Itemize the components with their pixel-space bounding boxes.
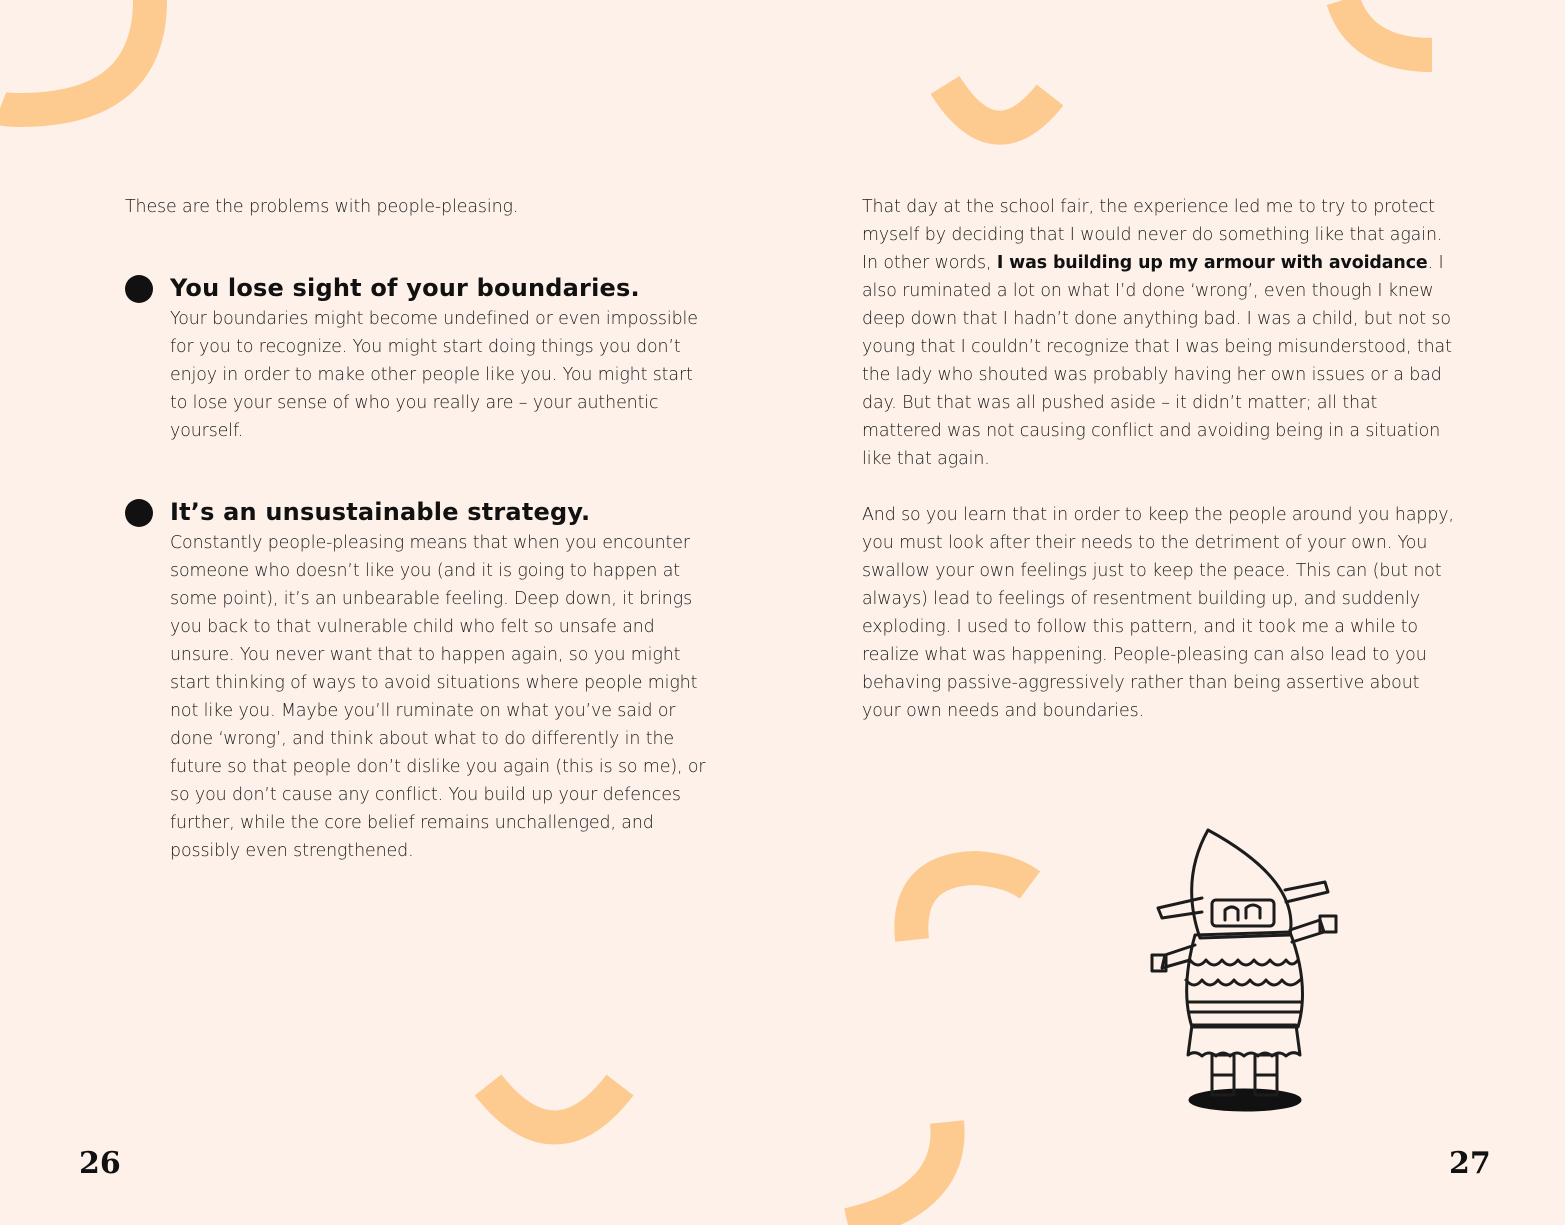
bullet-dot bbox=[125, 499, 153, 527]
bullet-strategy bbox=[125, 495, 715, 865]
paragraph-learn: And so you learn that in order to keep the people around you happy, you must look after their needs to the detriment of your own. You swallow your own feelings just to keep the peace. This can (but not always) lead to feelings of resentment building up, and suddenly exploding. I used to follow this pattern, and it took me a while to realize what was happening. People-pleasing can also lead to you behaving passive-aggressively rather than being assertive about your own needs and boundaries. bbox=[862, 505, 1454, 721]
bullet-body: Your boundaries might become undefined or even impossible for you to recognize. You might start doing things you don’t enjoy in order to make other people like you. You might start to lose your sense of who you really are – your authentic yourself. bbox=[170, 309, 698, 441]
arc-top-left bbox=[0, 0, 150, 110]
armoured-character-illustration bbox=[1140, 820, 1360, 1120]
bullet-dot bbox=[125, 275, 153, 303]
body-scale bbox=[1190, 960, 1298, 965]
emphasis-text: I was building up my armour with avoidance bbox=[996, 253, 1428, 273]
arc-top-right bbox=[1343, 0, 1432, 55]
paragraph-text: That day at the school fair, the experience led me to try to protect myself by deciding that I would never do something like that again. In other words, bbox=[862, 197, 1443, 273]
left-page bbox=[125, 193, 715, 915]
paragraph-school-fair bbox=[862, 193, 1462, 473]
character-shadow bbox=[1190, 1090, 1300, 1110]
bullet-boundaries bbox=[125, 271, 715, 445]
visor bbox=[1212, 900, 1274, 926]
page-number-right: 27 bbox=[1449, 1146, 1491, 1181]
arc-top-center bbox=[945, 85, 1050, 128]
paragraph-text: . I also ruminated a lot on what I’d done ‘wrong’, even though I knew deep down that I hadn’t done anything bad. I was a child, but not so young that I couldn’t recognize that I was being misunderstood, that the lady who shouted was probably having her own issues or a bad day. But that was all pushed aside – it didn’t matter; all that mattered was not causing conflict and avoiding being in a situation like that again. bbox=[862, 253, 1452, 469]
bullet-heading: It’s an unsustainable strategy. bbox=[170, 498, 591, 526]
helmet-wing-right bbox=[1285, 882, 1328, 902]
skirt bbox=[1188, 1025, 1300, 1056]
arc-bottom-right bbox=[848, 1122, 948, 1225]
bullet-body: Constantly people-pleasing means that when you encounter someone who doesn’t like you (and it is going to happen at some point), it’s an unbearable feeling. Deep down, it brings you back to that vulnerable child who felt so unsafe and unsure. You never want that to happen again, so you might start thinking of ways to avoid situations where people might not like you. Maybe you’ll ruminate on what you’ve said or done ‘wrong’, and think about what to do differently in the future so that people don’t dislike you again (this is so me), or so you don’t cause any conflict. You build up your defences further, while the core belief remains unchallenged, and possibly even strengthened. bbox=[170, 533, 706, 861]
character-drawing bbox=[1140, 820, 1360, 1120]
helmet bbox=[1192, 830, 1291, 938]
eye-left bbox=[1225, 907, 1238, 920]
arc-bottom-left bbox=[488, 1085, 620, 1128]
body-scale bbox=[1186, 980, 1300, 985]
right-page bbox=[862, 193, 1462, 753]
arc-middle-right bbox=[911, 868, 1030, 940]
intro-text: These are the problems with people-pleasing. bbox=[125, 197, 519, 217]
page-number-left: 26 bbox=[79, 1146, 121, 1181]
eye-right bbox=[1246, 905, 1260, 918]
bullet-heading: You lose sight of your boundaries. bbox=[170, 274, 640, 302]
